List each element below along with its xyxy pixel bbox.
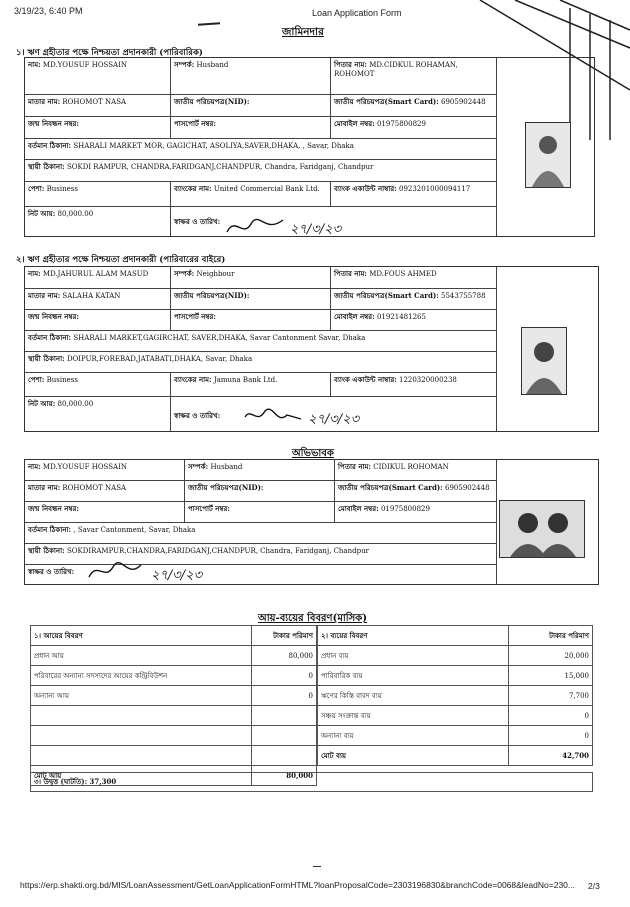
expense-row xyxy=(318,726,593,746)
expense-total-row xyxy=(318,746,593,766)
income-label: পরিবারের অন্যান্য সদস্যদের আয়ের কন্ট্রিবিউশন xyxy=(31,666,252,686)
g1-father-cell: পিতার নাম: MD.CIDKUL ROHAMAN, ROHOMOT xyxy=(331,58,497,95)
g2-bank-cell: ব্যাংকের নাম: Jamuna Bank Ltd. xyxy=(171,373,331,397)
g1-signature xyxy=(225,216,285,242)
expense-amount: 0 xyxy=(509,726,593,746)
guardian-signature xyxy=(87,559,143,587)
income-total-label: মোট আয় xyxy=(31,766,252,786)
g2-nid-cell: জাতীয় পরিচয়পত্র(NID): xyxy=(171,289,331,310)
guardian-photo xyxy=(499,500,585,558)
print-date: 3/19/23, 6:40 PM xyxy=(14,6,83,16)
g2-occupation-cell: পেশা: Business xyxy=(25,373,171,397)
g2-birth-cell: জন্ম নিবন্ধন নম্বর: xyxy=(25,310,171,331)
g1-heading: ১। ঋণ গ্রহীতার পক্ষে নিশ্চয়তা প্রদানকারী (পারিবারিক) xyxy=(16,48,203,58)
g1-mother-cell: মাতার নাম: ROHOMOT NASA xyxy=(25,95,171,117)
g1-name-cell: নাম: MD.YOUSUF HOSSAIN xyxy=(25,58,171,95)
expense-amount-title: টাকার পরিমাণ xyxy=(509,626,593,646)
g2-heading: ২। ঋণ গ্রহীতার পক্ষে নিশ্চয়তা প্রদানকারী (পারিবারের বাইরে) xyxy=(16,255,226,265)
income-label: প্রধান আয় xyxy=(31,646,252,666)
expense-amount: 7,700 xyxy=(509,686,593,706)
guardian-smart-cell: জাতীয় পরিচয়পত্র(Smart Card): 6905902448 xyxy=(335,481,497,502)
guardian-heading: অভিভাবক xyxy=(292,448,334,459)
expense-header-row xyxy=(318,626,593,646)
g2-mobile-cell: মোবাইল নম্বর: 01921481265 xyxy=(331,310,497,331)
guardian-mobile-cell: মোবাইল নম্বর: 01975800829 xyxy=(335,502,497,523)
g1-passport-cell: পাসপোর্ট নম্বর: xyxy=(171,117,331,139)
expense-row xyxy=(318,666,593,686)
g2-signature-cell: স্বাক্ষর ও তারিখ: xyxy=(171,397,497,431)
guardian-signature-cell: স্বাক্ষর ও তারিখ: xyxy=(25,565,497,584)
g2-father-cell: পিতার নাম: MD.FOUS AHMED xyxy=(331,267,497,289)
g2-sign-date: ২৭/৩/২৩ xyxy=(308,412,360,427)
g1-account-cell: ব্যাংক একাউন্ট নাম্বার: 0923201000094117 xyxy=(331,182,497,207)
print-title: Loan Application Form xyxy=(312,8,402,18)
pen-mark xyxy=(198,22,220,26)
g1-smart-cell: জাতীয় পরিচয়পত্র(Smart Card): 6905902448 xyxy=(331,95,497,117)
guardian-permanent-address-cell: স্থায়ী ঠিকানা: SOKDIRAMPUR,CHANDRA,FARIDGANJ,CHANDPUR, Chandra, Faridganj, Chandpur xyxy=(25,544,497,565)
g1-section xyxy=(24,57,595,237)
income-amount: 0 xyxy=(252,666,317,686)
guardian-passport-cell: পাসপোর্ট নম্বর: xyxy=(185,502,335,523)
guardian-nid-cell: জাতীয় পরিচয়পত্র(NID): xyxy=(185,481,335,502)
income-amount: 0 xyxy=(252,686,317,706)
guardian-relation-cell: সম্পর্ক: Husband xyxy=(185,460,335,481)
income-table xyxy=(30,625,317,786)
page-number: 2/3 xyxy=(588,881,600,891)
surplus-row xyxy=(30,772,593,792)
g1-income-cell: নিট আয়: 80,000.00 xyxy=(25,207,171,236)
expense-label: অন্যান্য ব্যয় xyxy=(318,726,509,746)
income-row xyxy=(31,686,317,706)
expense-total-value: 42,700 xyxy=(509,746,593,766)
guardian-father-cell: পিতার নাম: CIDIKUL ROHOMAN xyxy=(335,460,497,481)
income-header-row xyxy=(31,626,317,646)
footer-url[interactable]: https://erp.shakti.org.bd/MIS/LoanAssessment/GetLoanApplicationFormHTML?loanProposalCode=2303196830&branchCode=0068&leadNo=230... xyxy=(20,880,575,890)
expense-label: সঞ্চয় সংক্রান্ত ব্যয় xyxy=(318,706,509,726)
income-row xyxy=(31,646,317,666)
g1-present-address-cell: বর্তমান ঠিকানা: SHARALI MARKET MOR, GAGICHAT, ASOLIYA,SAVER,DHAKA, , Savar, Dhaka xyxy=(25,139,497,160)
expense-amount: 20,000 xyxy=(509,646,593,666)
g2-relation-cell: সম্পর্ক: Neighbour xyxy=(171,267,331,289)
guardian-section xyxy=(24,459,599,585)
guardian-present-address-cell: বর্তমান ঠিকানা: , Savar Cantonment, Savar, Dhaka xyxy=(25,523,497,544)
g1-birth-cell: জন্ম নিবন্ধন নম্বর: xyxy=(25,117,171,139)
guardian-birth-cell: জন্ম নিবন্ধন নম্বর: xyxy=(25,502,185,523)
g2-passport-cell: পাসপোর্ট নম্বর: xyxy=(171,310,331,331)
g1-relation-cell: সম্পর্ক: Husband xyxy=(171,58,331,95)
expense-label: প্রধান ব্যয় xyxy=(318,646,509,666)
g1-mobile-cell: মোবাইল নম্বর: 01975800829 xyxy=(331,117,497,139)
g2-name-cell: নাম: MD.JAHURUL ALAM MASUD xyxy=(25,267,171,289)
ie-heading: আয়-ব্যয়ের বিবরণ(মাসিক) xyxy=(258,613,367,624)
expense-label: পারিবারিক ব্যয় xyxy=(318,666,509,686)
expense-amount: 0 xyxy=(509,706,593,726)
guardian-mother-cell: মাতার নাম: ROHOMOT NASA xyxy=(25,481,185,502)
surplus-label: ৩। উদ্বৃত্ত (ঘাটতি): xyxy=(34,777,88,786)
g2-photo xyxy=(521,327,567,395)
g1-permanent-address-cell: স্থায়ী ঠিকানা: SOKDI RAMPUR, CHANDRA,FARIDGANJ,CHANDPUR, Chandra, Faridganj, Chandpur xyxy=(25,160,497,182)
expense-amount: 15,000 xyxy=(509,666,593,686)
expense-label: ঋণের কিস্তি বাবদ ব্যয় xyxy=(318,686,509,706)
g1-sign-date: ২৭/৩/২৩ xyxy=(290,222,342,237)
g2-smart-cell: জাতীয় পরিচয়পত্র(Smart Card): 5543755788 xyxy=(331,289,497,310)
income-amount: 80,000 xyxy=(252,646,317,666)
guardian-sign-date: ২৭/৩/২৩ xyxy=(151,568,203,583)
expense-table xyxy=(317,625,593,766)
g1-photo xyxy=(525,122,571,188)
expense-row xyxy=(318,686,593,706)
g1-occupation-cell: পেশা: Business xyxy=(25,182,171,207)
g2-signature xyxy=(243,405,303,431)
g2-section xyxy=(24,266,599,432)
expense-row xyxy=(318,646,593,666)
expense-title: ২। ব্যয়ের বিবরণ xyxy=(318,626,509,646)
income-row xyxy=(31,666,317,686)
income-label: অন্যান্য আয় xyxy=(31,686,252,706)
g2-account-cell: ব্যাংক একাউন্ট নাম্বার: 1220320000238 xyxy=(331,373,497,397)
expense-total-label: মোট ব্যয় xyxy=(318,746,509,766)
income-amount-title: টাকার পরিমাণ xyxy=(252,626,317,646)
income-title: ১। আয়ের বিবরণ xyxy=(31,626,252,646)
g2-present-address-cell: বর্তমান ঠিকানা: SHARALI MARKET,GAGIRCHAT, SAVER,DHAKA, Savar Cantonment Savar, Dhaka xyxy=(25,331,497,352)
doc-heading: জামিনদার xyxy=(282,26,324,38)
income-total-value: 80,000 xyxy=(252,766,317,786)
g2-mother-cell: মাতার নাম: SALAHA KATAN xyxy=(25,289,171,310)
g1-bank-cell: ব্যাংকের নাম: United Commercial Bank Ltd. xyxy=(171,182,331,207)
g2-income-cell: নিট আয়: 80,000.00 xyxy=(25,397,171,431)
g1-signature-cell: স্বাক্ষর ও তারিখ: xyxy=(171,207,497,236)
expense-row xyxy=(318,706,593,726)
guardian-name-cell: নাম: MD.YOUSUF HOSSAIN xyxy=(25,460,185,481)
g1-nid-cell: জাতীয় পরিচয়পত্র(NID): xyxy=(171,95,331,117)
surplus-value: 37,300 xyxy=(89,777,117,786)
footer-mark xyxy=(313,866,321,867)
g2-permanent-address-cell: স্থায়ী ঠিকানা: DOIPUR,FOREBAD,JATABATI,DHAKA, Savar, Dhaka xyxy=(25,352,497,373)
